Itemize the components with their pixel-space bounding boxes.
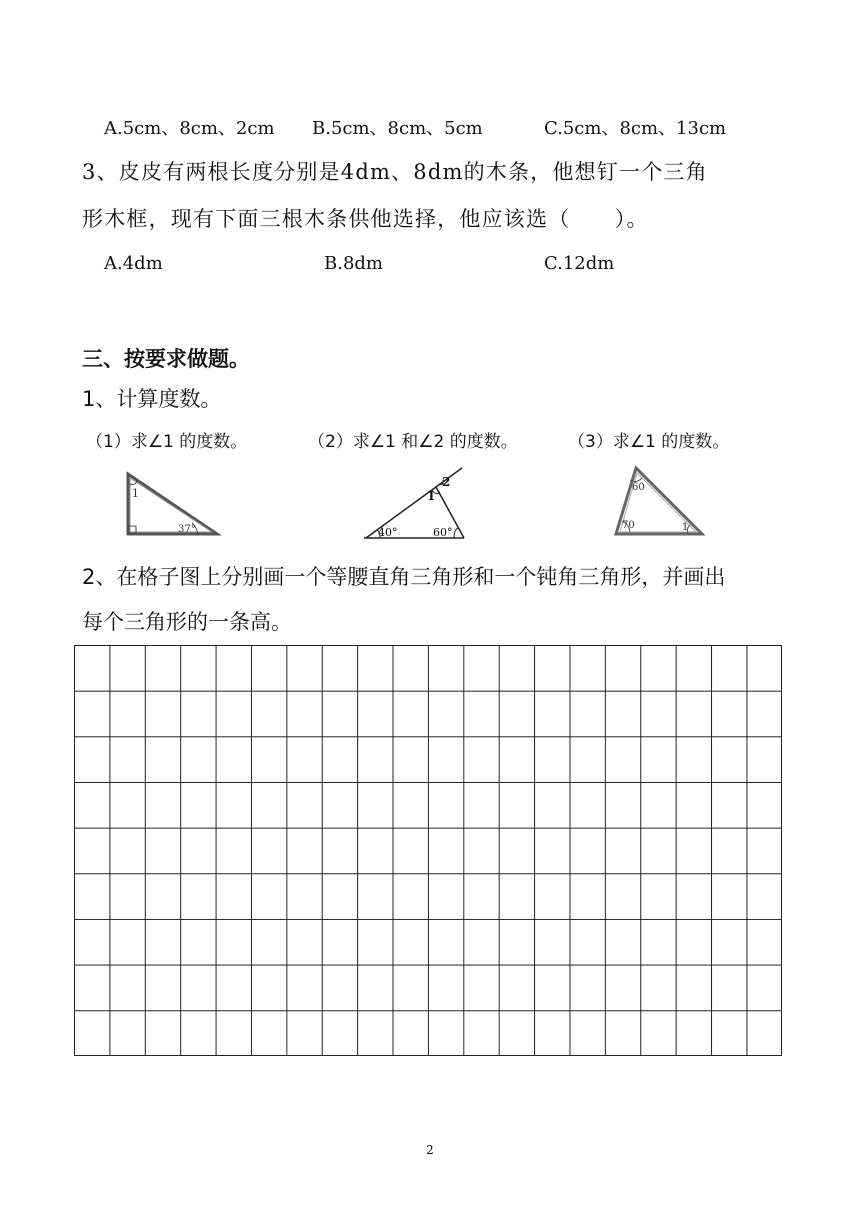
sub-question-3: （3）求∠1 的度数。	[568, 432, 730, 452]
triangle-figure-1	[120, 468, 225, 540]
sub-question-1: （1）求∠1 的度数。	[86, 432, 248, 452]
triangle-figure-3	[612, 464, 708, 538]
fig1-angle-1-label: 1	[132, 487, 139, 500]
q3-option-b: B.8dm	[324, 253, 383, 274]
drawing-grid[interactable]	[74, 645, 782, 1056]
fig3-angle-60-label: 60	[632, 482, 645, 493]
q3-line1: 3、皮皮有两根长度分别是4dm、8dm的木条，他想钉一个三角	[82, 160, 708, 184]
page-number: 2	[426, 1143, 434, 1157]
fig2-angle-40-label: 40°	[378, 526, 398, 539]
q3-line2: 形木框，现有下面三根木条供他选择，他应该选（ ）。	[82, 207, 649, 231]
q3-option-c: C.12dm	[544, 253, 615, 274]
q2-option-a: A.5cm、8cm、2cm	[104, 118, 275, 139]
q2-option-c: C.5cm、8cm、13cm	[544, 118, 727, 139]
fig3-angle-1-label: 1	[682, 522, 689, 533]
triangle-figure-2	[360, 464, 470, 542]
item2-line2: 每个三角形的一条高。	[82, 610, 292, 634]
fig2-angle-2-label: 2	[442, 475, 451, 489]
fig3-angle-70-label: 70	[622, 520, 635, 531]
section-title: 三、按要求做题。	[82, 347, 250, 371]
fig1-angle-37-label: 37°	[178, 524, 196, 535]
q3-option-a: A.4dm	[104, 253, 163, 274]
item2-line1: 2、在格子图上分别画一个等腰直角三角形和一个钝角三角形，并画出	[82, 565, 726, 589]
q2-option-b: B.5cm、8cm、5cm	[312, 118, 483, 139]
sub-question-2: （2）求∠1 和∠2 的度数。	[308, 432, 518, 452]
fig2-angle-60-label: 60°	[433, 526, 453, 539]
item1-title: 1、计算度数。	[82, 387, 222, 411]
fig2-angle-1-label: 1	[427, 489, 436, 503]
